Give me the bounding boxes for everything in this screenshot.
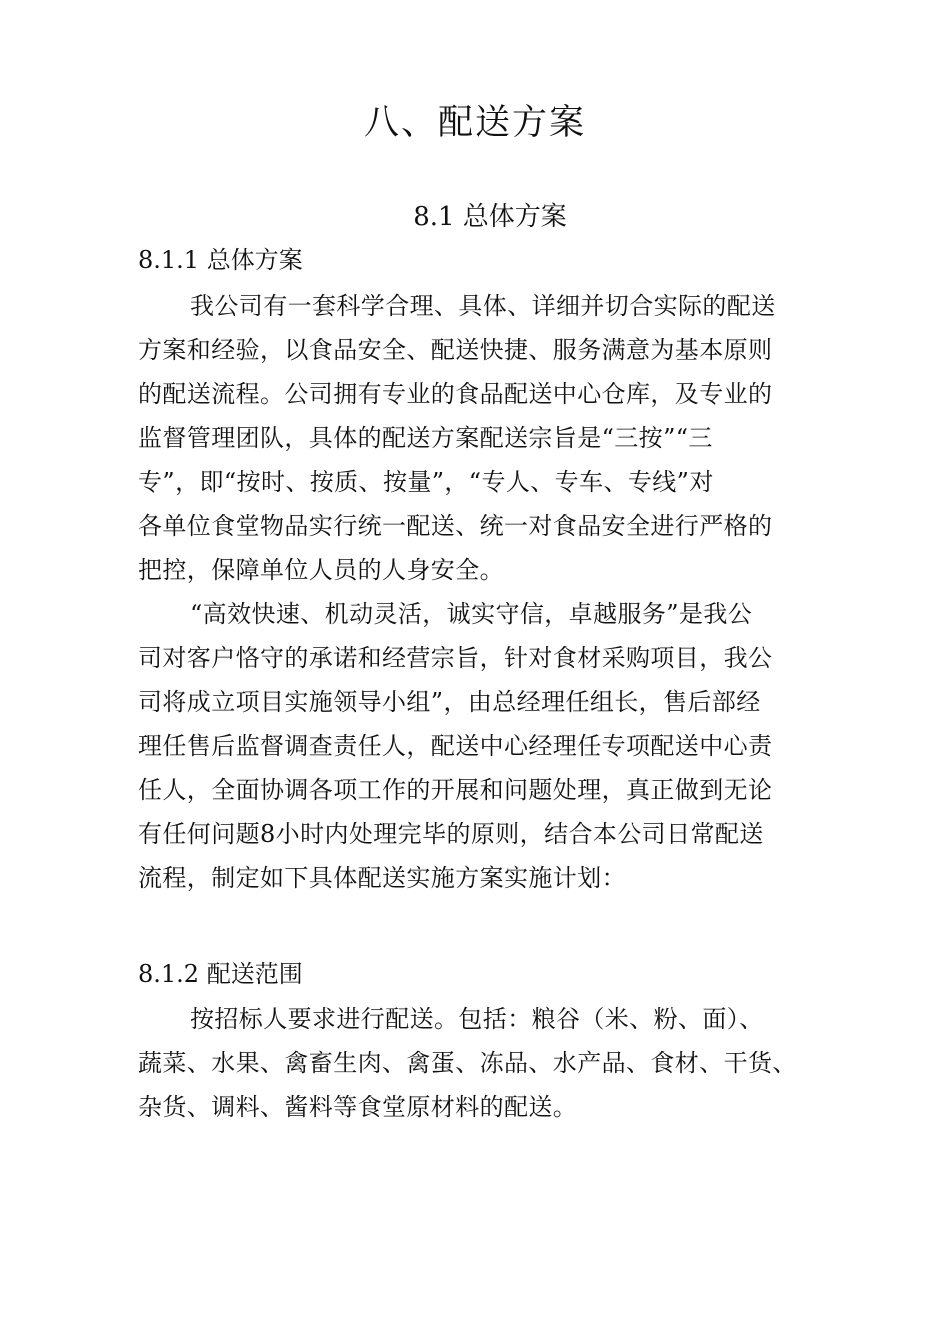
paragraph-line: 流程，制定如下具体配送实施方案实施计划：	[138, 864, 626, 892]
section-title: 8.1 总体方案	[413, 202, 567, 232]
paragraph-line: 司将成立项目实施领导小组”，由总经理任组长，售后部经	[138, 688, 761, 716]
paragraph-line: 专”，即“按时、按质、按量”，“专人、专车、专线”对	[138, 468, 714, 496]
paragraph-line: “高效快速、机动灵活，诚实守信，卓越服务”是我公	[190, 600, 753, 628]
paragraph-line: 监督管理团队，具体的配送方案配送宗旨是“三按”“三	[138, 424, 713, 452]
paragraph-line: 有任何问题8小时内处理完毕的原则，结合本公司日常配送	[138, 820, 764, 848]
paragraph-line: 我公司有一套科学合理、具体、详细并切合实际的配送	[190, 292, 776, 320]
paragraph-line: 方案和经验，以食品安全、配送快捷、服务满意为基本原则	[138, 336, 773, 364]
chapter-title: 八、配送方案	[363, 103, 586, 143]
subsection-heading-general-plan: 8.1.1 总体方案	[138, 246, 303, 274]
paragraph-line: 各单位食堂物品实行统一配送、统一对食品安全进行严格的	[138, 512, 773, 540]
paragraph-line: 司对客户恪守的承诺和经营宗旨，针对食材采购项目，我公	[138, 644, 773, 672]
paragraph-line: 把控，保障单位人员的人身安全。	[138, 556, 504, 584]
paragraph-line: 按招标人要求进行配送。包括：粮谷（米、粉、面）、	[190, 1005, 764, 1033]
paragraph-line: 理任售后监督调查责任人，配送中心经理任专项配送中心责	[138, 732, 773, 760]
paragraph-line: 的配送流程。公司拥有专业的食品配送中心仓库，及专业的	[138, 380, 773, 408]
paragraph-line: 任人，全面协调各项工作的开展和问题处理，真正做到无论	[138, 776, 773, 804]
paragraph-line: 蔬菜、水果、禽畜生肉、禽蛋、冻品、水产品、食材、干货、	[138, 1049, 797, 1077]
subsection-heading-delivery-scope: 8.1.2 配送范围	[138, 960, 303, 988]
paragraph-line: 杂货、调料、酱料等食堂原材料的配送。	[138, 1093, 578, 1121]
